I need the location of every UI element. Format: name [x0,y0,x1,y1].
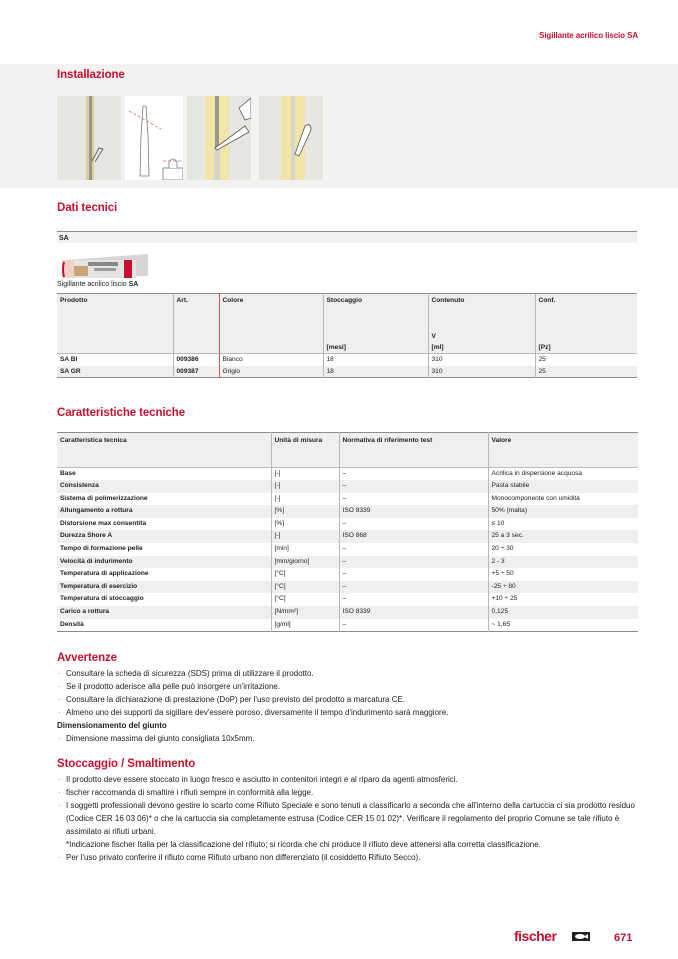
list-item: · I soggetti professionali devono gestire lo scarto come Rifiuto Speciale e sono tenuti a classificarlo a seconda che all'interno della cartuccia ci sia prodotto residuo (Codice CER 16 03 06)* o che la cartuccia sia completamente estrusa (Codice CER 15 01 02)*. Verificare il regolamento del proprio Comune se tale rifiuto è assimilato ai rifiuti urbani. [57,799,647,838]
page-number: 671 [614,932,633,944]
list-item: · fischer raccomanda di smaltire i rifiuti sempre in conformità alla legge. [57,786,647,799]
table-row: Tempo di formazione pelle [min] – 20 ÷ 30 [57,543,638,556]
list-item: · Dimensione massima del giunto consigliata 10x5mm. [57,732,448,745]
product-group-bar: SA [57,231,637,243]
col-prodotto: Prodotto [57,294,173,354]
fischer-logo: fischer [514,928,557,944]
characteristics-table [57,432,638,632]
table-row: Distorsione max consentita [%] – ≤ 10 [57,518,638,531]
col-colore: Colore [219,294,323,354]
table-row: Densità [g/ml] – ~ 1,65 [57,619,638,632]
col-valore: Valore [488,433,638,468]
product-cartridge-image [58,252,150,280]
table-row: Consistenza [-] – Pasta stabile [57,480,638,493]
storage-disposal-title: Stoccaggio / Smaltimento [57,758,196,770]
table-row: SA GR 009387 Grigio 18 310 25 [57,366,637,378]
table-row: Velocità di indurimento [mm/giorno] – 2 - 3 [57,556,638,569]
joint-prepare-icon [57,96,121,180]
joint-sizing-subheading: Dimensionamento del giunto [57,721,167,730]
list-item: · Se il prodotto aderisce alla pelle può insorgere un'irritazione. [57,680,448,693]
table-row: Base [-] – Acrilica in dispersione acquosa [57,468,638,481]
table-row: Allungamento a rottura [%] ISO 8339 50% (malta) [57,505,638,518]
technical-data-title: Dati tecnici [57,202,118,214]
col-contenuto: Contenuto V [ml] [428,294,535,354]
warnings-title: Avvertenze [57,652,117,664]
list-item: · Consultare la dichiarazione di prestazione (DoP) per l'uso previsto del prodotto a marcatura CE. [57,693,448,706]
col-unita: Unità di misura [271,433,339,468]
list-item: · Il prodotto deve essere stoccato in luogo fresco e asciutto in contenitori integri e al riparo da agenti atmosferici. [57,773,647,786]
product-data-table [57,293,637,378]
col-conf: Conf. [Pz] [535,294,637,354]
list-item: · Almeno uno dei supporti da sigillare dev'essere poroso, diversamente il tempo d'indurimento sarà maggiore. [57,706,448,719]
col-art: Art. [173,294,219,354]
running-head: Sigillante acrilico liscio SA [539,31,638,40]
table-row: Temperatura di esercizio [°C] – -25 ÷ 80 [57,581,638,594]
col-stoccaggio: Stoccaggio [mesi] [323,294,428,354]
warnings-list [57,667,448,745]
table-row: Carico a rottura [N/mm²] ISO 8339 0,125 [57,606,638,619]
list-item: · Consultare la scheda di sicurezza (SDS) prima di utilizzare il prodotto. [57,667,448,680]
table-row: Temperatura di stoccaggio [°C] – +10 ÷ 25 [57,593,638,606]
classification-note: *Indicazione fischer Italia per la classificazione del rifiuto; si ricorda che chi produce il rifiuto deve attenersi alla corretta classificazione. [66,840,541,849]
installation-title: Installazione [57,69,125,81]
storage-disposal-list [57,773,647,864]
table-row: Temperatura di applicazione [°C] – +5 ÷ 50 [57,568,638,581]
nozzle-cut-icon [125,96,183,180]
fish-logo-icon [572,932,590,941]
col-normativa: Normativa di riferimento test [339,433,488,468]
table-row: Sistema di polimerizzazione [-] – Monocomponente con umidità [57,493,638,506]
apply-sealant-icon [187,96,251,180]
smooth-sealant-icon [259,96,323,180]
table-row: Durezza Shore A [-] ISO 868 25 a 3 sec. [57,530,638,543]
product-caption: Sigillante acrilico liscio SA [57,281,139,288]
characteristics-title: Caratteristiche tecniche [57,407,185,419]
col-caratteristica: Caratteristica tecnica [57,433,271,468]
list-item: · Per l'uso privato conferire il rifiuto come Rifiuto urbano non differenziato (il cosiddetto Rifiuto Secco). [57,851,647,864]
table-row: SA BI 009386 Bianco 18 310 25 [57,354,637,366]
